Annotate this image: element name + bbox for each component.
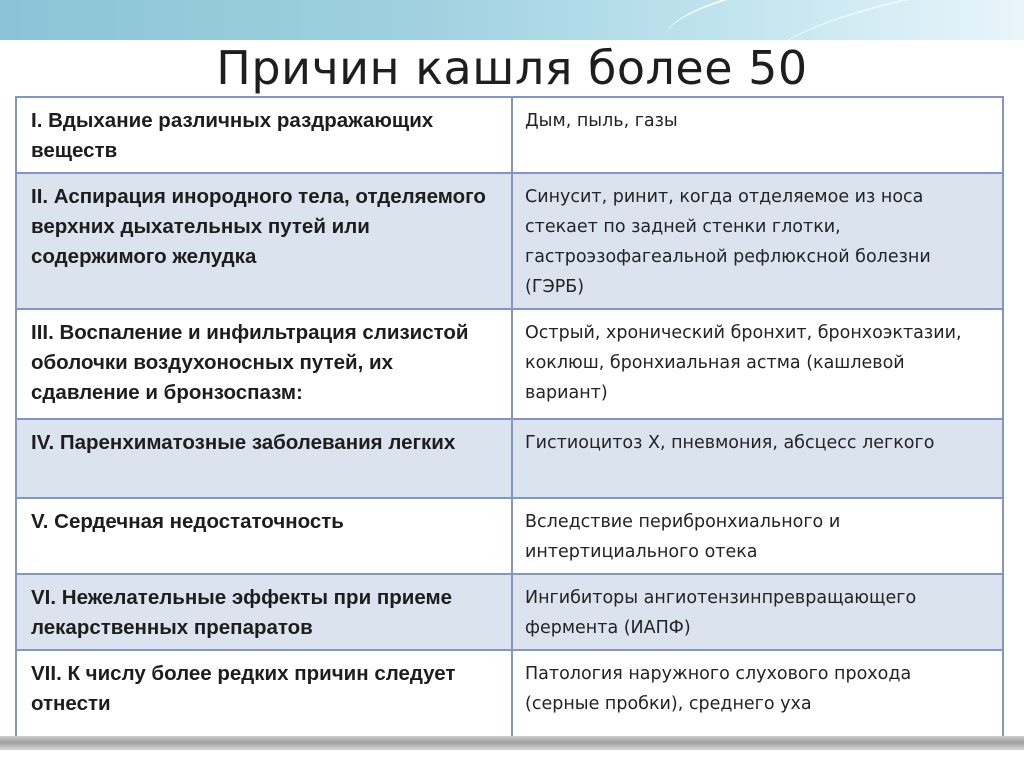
table-row [16, 419, 1003, 498]
table-row [16, 574, 1003, 650]
page-title: Причин кашля более 50 [216, 41, 808, 95]
example-cell: Гистиоцитоз Х, пневмония, абсцесс легкого [512, 419, 1003, 498]
cause-cell: I. Вдыхание различных раздражающих веществ [16, 97, 512, 173]
slide-bottom-shadow [0, 736, 1024, 750]
table-row [16, 309, 1003, 419]
cause-cell: VII. К числу более редких причин следует отнести [16, 650, 512, 742]
cause-cell: V. Сердечная недостаточность [16, 498, 512, 574]
table-row [16, 97, 1003, 173]
cause-cell: II. Аспирация инородного тела, отделяемого верхних дыхательных путей или содержимого желудка [16, 173, 512, 309]
example-cell: Синусит, ринит, когда отделяемое из носа стекает по задней стенки глотки, гастроэзофагеальной рефлюксной болезни (ГЭРБ) [512, 173, 1003, 309]
example-cell: Ингибиторы ангиотензинпревращающего фермента (ИАПФ) [512, 574, 1003, 650]
causes-table [15, 96, 1004, 743]
example-cell: Дым, пыль, газы [512, 97, 1003, 173]
cause-cell: III. Воспаление и инфильтрация слизистой оболочки воздухоносных путей, их сдавление и бронзоспазм: [16, 309, 512, 419]
example-cell: Вследствие перибронхиального и интертициального отека [512, 498, 1003, 574]
example-cell: Острый, хронический бронхит, бронхоэктазии, коклюш, бронхиальная астма (кашлевой вариант) [512, 309, 1003, 419]
cause-cell: IV. Паренхиматозные заболевания легких [16, 419, 512, 498]
table-row [16, 650, 1003, 742]
example-cell: Патология наружного слухового прохода (серные пробки), среднего уха [512, 650, 1003, 742]
cause-cell: VI. Нежелательные эффекты при приеме лекарственных препаратов [16, 574, 512, 650]
slide-bottom-margin [0, 750, 1024, 767]
header-band [0, 0, 1024, 40]
table-row [16, 498, 1003, 574]
table-row [16, 173, 1003, 309]
